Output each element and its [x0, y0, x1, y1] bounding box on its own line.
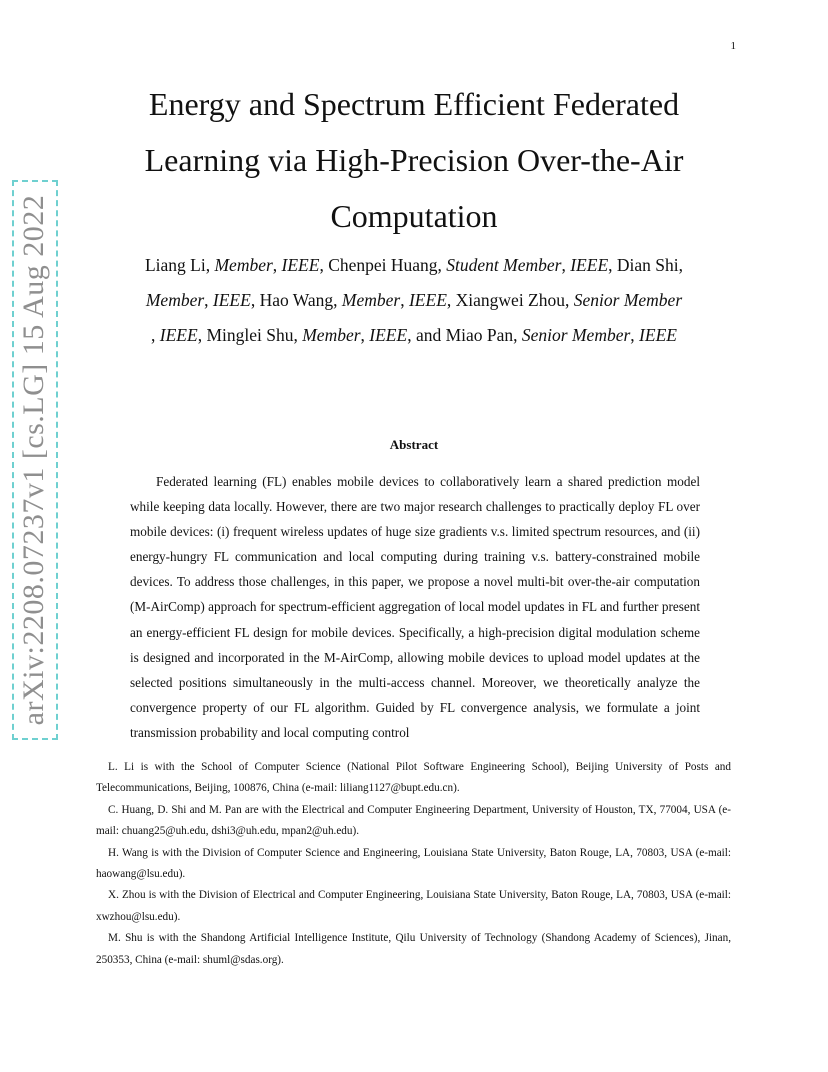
separator: , — [360, 325, 370, 345]
author-role: Member — [214, 255, 273, 275]
separator: , — [400, 290, 409, 310]
page-number: 1 — [730, 40, 736, 52]
footnote: M. Shu is with the Shandong Artificial Intelligence Institute, Qilu University of Technology (Shandong Academy of Sciences), Jinan, 250353, China (e-mail: shuml@sdas.org). — [96, 932, 731, 966]
author-org: IEEE — [570, 255, 609, 275]
separator: , — [204, 290, 213, 310]
author-name: Liang Li, — [144, 255, 215, 275]
paper-title — [100, 76, 728, 244]
title-line: Energy and Spectrum Efficient Federated — [148, 86, 680, 122]
title-line: Computation — [330, 198, 498, 234]
author-name: , Chenpei Huang, — [319, 255, 447, 275]
author-list — [100, 248, 728, 353]
abstract-heading: Abstract — [389, 437, 439, 452]
footnotes — [96, 757, 731, 971]
arxiv-identifier: arXiv:2208.07237v1 [cs.LG] 15 Aug 2022 — [12, 180, 58, 740]
author-org: IEEE — [369, 325, 408, 345]
abstract-text: Federated learning (FL) enables mobile devices to collaboratively learn a shared prediction model while keeping data locally. However, there are two major research challenges to practically deploy FL over mobile devices: (i) frequent wireless updates of huge size gradients v.s. limited spectrum resources, and (ii) energy-hungry FL communication and local computing during training v.s. battery-constrained mobile devices. To address those challenges, in this paper, we propose a novel multi-bit over-the-air computation (M-AirComp) approach for spectrum-efficient aggregation of local model updates in FL and further present an energy-efficient FL design for mobile devices. Specifically, a high-precision digital modulation scheme is designed and incorporated in the M-AirComp, allowing mobile devices to upload model updates at the selected positions simultaneously in the multi-access channel. Moreover, we theoretically analyze the convergence property of our FL algorithm. Guided by FL convergence analysis, we formulate a joint transmission probability and local computing control — [130, 474, 700, 740]
author-role: Member — [145, 290, 205, 310]
separator: , — [151, 325, 160, 345]
author-org: IEEE — [281, 255, 320, 275]
separator: , — [561, 255, 571, 275]
separator: , — [630, 325, 640, 345]
author-role: Senior Member — [521, 325, 631, 345]
author-name: , Hao Wang, — [250, 290, 342, 310]
footnote: X. Zhou is with the Division of Electrical and Computer Engineering, Louisiana State University, Baton Rouge, LA, 70803, USA (e-mail: xwzhou@lsu.edu). — [96, 889, 731, 923]
author-name: , Minglei Shu, — [197, 325, 303, 345]
footnote: L. Li is with the School of Computer Science (National Pilot Software Engineering School), Beijing University of Posts and Telecommunications, Beijing, 100876, China (e-mail: liliang1127@bupt.edu.cn). — [96, 761, 731, 795]
separator: , — [272, 255, 282, 275]
author-name: , and Miao Pan, — [407, 325, 522, 345]
author-org: IEEE — [408, 290, 447, 310]
author-org: IEEE — [212, 290, 251, 310]
author-org: IEEE — [639, 325, 677, 345]
footnote: H. Wang is with the Division of Computer Science and Engineering, Louisiana State University, Baton Rouge, LA, 70803, USA (e-mail: haowang@lsu.edu). — [96, 846, 731, 881]
author-name: , Dian Shi, — [608, 255, 684, 275]
author-role: Senior Member — [573, 290, 683, 310]
author-role: Student Member — [446, 255, 562, 275]
author-role: Member — [302, 325, 361, 345]
arxiv-side-stamp — [12, 180, 58, 740]
title-line: Learning via High-Precision Over-the-Air — [144, 142, 684, 178]
author-org: IEEE — [159, 325, 198, 345]
author-name: , Xiangwei Zhou, — [446, 290, 574, 310]
footnote: C. Huang, D. Shi and M. Pan are with the Electrical and Computer Engineering Department, University of Houston, TX, 77004, USA (e-mail: chuang25@uh.edu, dshi3@uh.edu, mpan2@uh.edu). — [96, 803, 731, 838]
author-role: Member — [341, 290, 401, 310]
